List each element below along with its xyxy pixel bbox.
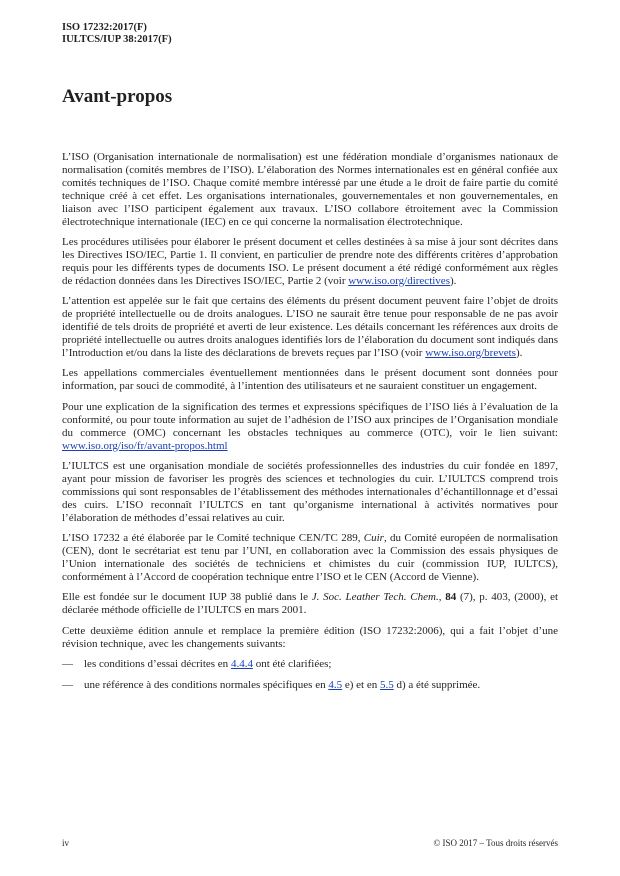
page-number: iv — [62, 838, 70, 848]
text-segment: Les procédures utilisées pour élaborer le présent document et celles destinées à sa mise à jour sont décrites dans les Directives ISO/IEC, Partie 1. Il convient, en particulier de prendre note des différents critères d’approbation requis pour les différents types de documents ISO. Le présent document a été rédigé conformément aux règles de rédaction données dans les Directives ISO/IEC, Partie 2 (voir — [62, 236, 558, 287]
reference-link[interactable]: www.iso.org/brevets — [425, 346, 516, 359]
text-segment: d) a été supprimée. — [393, 678, 481, 691]
paragraph — [62, 295, 558, 360]
text-segment: ). — [449, 274, 457, 287]
text-segment: L’attention est appelée sur le fait que certains des éléments du présent document peuvent faire l’objet de droits de propriété intellectuelle ou de droits analogues. L’ISO ne saurait être tenue pour responsable de ne pas avoir identifié de tels droits de propriété et averti de leur existence. Les détails concernant les références aux droits de propriété intellectuelle ou autres droits analogues identifiés lors de l’élaboration du document sont indiqués dans l’Introduction et/ou dans la liste des déclarations de brevets reçues par l’ISO (voir — [62, 295, 558, 359]
iultcs-number: IULTCS/IUP 38:2017(F) — [62, 34, 172, 45]
text-segment: L’IULTCS est une organisation mondiale de sociétés professionnelles des industries du cuir fondée en 1897, ayant pour mission de favoriser les progrès des sciences et technologies du cuir. L’IULTCS comprend trois commissions qui sont responsables de l’établissement des méthodes internationales d’échantillonnage et d’essai des cuirs. L’ISO reconnaît l’IULTCS en tant qu’organisme international à activités normatives pour l’élaboration de méthodes d’essai relatives au cuir. — [62, 460, 558, 524]
reference-link[interactable]: www.iso.org/iso/fr/avant-propos.html — [62, 439, 228, 452]
text-segment: ). — [515, 346, 523, 359]
document-body — [62, 151, 558, 699]
text-segment: Les appellations commerciales éventuellement mentionnées dans le présent document sont données pour information, par souci de commodité, à l’intention des utilisateurs et ne sauraient constituer un engagement. — [62, 367, 558, 393]
list-item — [62, 679, 558, 692]
text-segment: L’ISO (Organisation internationale de normalisation) est une fédération mondiale d’organismes nationaux de normalisation (comités membres de l’ISO). L’élaboration des Normes internationales est en général confiée aux comités techniques de l’ISO. Chaque comité membre intéressé par une étude a le droit de faire partie du comité technique créé à cet effet. Les organisations internationales, gouvernementales et non gouvernementales, en liaison avec l’ISO participent également aux travaux. L’ISO collabore étroitement avec la Commission électrotechnique internationale (IEC) en ce qui concerne la normalisation électrotechnique. — [62, 151, 558, 228]
text-segment: Cette deuxième édition annule et remplace la première édition (ISO 17232:2006), qui a fait l’objet d’une révision technique, avec les changements suivants: — [62, 624, 558, 650]
page-title: Avant-propos — [62, 86, 173, 107]
reference-link[interactable]: 4.4.4 — [230, 658, 253, 671]
paragraph — [62, 532, 558, 584]
text-segment: Elle est fondée sur le document IUP 38 publié dans le — [62, 591, 312, 604]
list-item — [62, 658, 558, 671]
text-segment: e) et en — [342, 678, 380, 691]
reference-link[interactable]: www.iso.org/directives — [348, 274, 450, 287]
paragraph — [62, 151, 558, 228]
paragraph — [62, 367, 558, 393]
paragraph — [62, 625, 558, 651]
text-segment: — une référence à des conditions normales spécifiques en — [62, 678, 329, 691]
text-segment: L’ISO 17232 a été élaborée par le Comité technique CEN/TC 289, — [62, 532, 364, 545]
standard-number: ISO 17232:2017(F) — [62, 22, 147, 33]
text-segment: Pour une explication de la signification des termes et expressions spécifiques de l’ISO liés à l’évaluation de la conformité, ou pour toute information au sujet de l’adhésion de l’ISO aux principes de l’Organisation mondiale du commerce (OMC) concernant les obstacles techniques au commerce (OTC), voir le lien suivant: — [62, 400, 558, 439]
text-segment: Cuir — [363, 532, 384, 545]
paragraph — [62, 460, 558, 525]
text-segment: , du Comité européen de normalisation (CEN), dont le secrétariat est tenu par l’UNI, en collaboration avec la Commission des essais physiques de l’Union internationale des sociétés de techniciens et chimistes du cuir (commission IUP, IULTCS), conformément à l’Accord de coopération technique entre l’ISO et le CEN (Accord de Vienne). — [62, 532, 558, 583]
paragraph — [62, 401, 558, 453]
text-segment: (7), p. 403, (2000), et déclarée méthode officielle de l’IULTCS en mars 2001. — [62, 591, 559, 617]
text-segment: , — [438, 591, 446, 604]
copyright-notice: © ISO 2017 – Tous droits réservés — [433, 838, 558, 848]
text-segment: 84 — [445, 591, 457, 604]
paragraph — [62, 591, 558, 617]
paragraph — [62, 236, 558, 288]
reference-link[interactable]: 4.5 — [328, 678, 343, 691]
reference-link[interactable]: 5.5 — [379, 678, 394, 691]
text-segment: — les conditions d’essai décrites en — [62, 658, 231, 671]
text-segment: ont été clarifiées; — [252, 658, 332, 671]
document-header — [62, 22, 172, 46]
text-segment: J. Soc. Leather Tech. Chem. — [311, 591, 439, 604]
